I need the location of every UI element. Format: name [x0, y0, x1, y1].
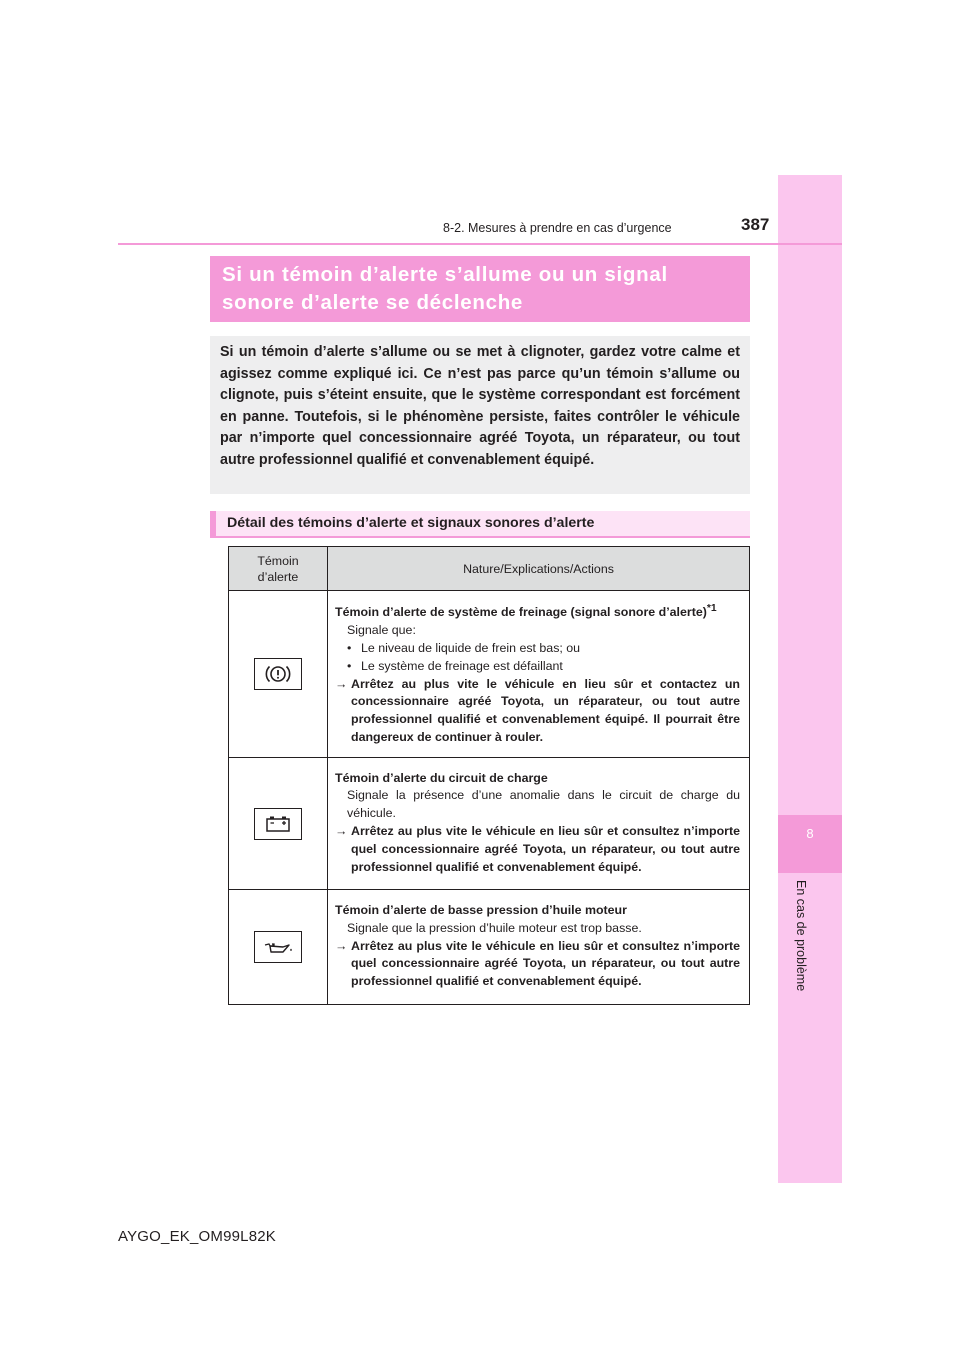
oil-pressure-icon	[254, 931, 302, 963]
light-action: → Arrêtez au plus vite le véhicule en lieu sûr et consultez n’importe quel concessionnaire agréé Toyota, un réparateur, ou tout autre professionnel qualifié et convenablement équipé.	[335, 823, 740, 876]
chapter-side-tab	[778, 175, 842, 1183]
header-divider	[118, 243, 842, 245]
intro-box	[210, 336, 750, 494]
description-cell	[328, 890, 750, 1005]
document-code: AYGO_EK_OM99L82K	[118, 1228, 277, 1245]
table-row	[229, 890, 750, 1005]
light-title: Témoin d’alerte du circuit de charge	[335, 770, 548, 785]
list-item: • Le système de freinage est défaillant	[347, 658, 563, 673]
light-title: Témoin d’alerte de système de freinage (signal sonore d’alerte)$^{*1}$	[335, 603, 717, 620]
intro-text: Si un témoin d’alerte s’allume ou se met à clignoter, gardez votre calme et agissez comme expliqué ici. Ce n’est pas parce qu’un témoin s’allume ou clignote, puis s’éteint ensuite, que le système correspondant est forcément en panne. Toutefois, si le phénomène persiste, faites contrôler le véhicule par n’importe quel concessionnaire agréé Toyota, un réparateur, ou tout autre professionnel qualifié et convenablement équipé.	[220, 344, 740, 468]
table-row	[229, 758, 750, 890]
chapter-label: En cas de problème	[794, 880, 808, 992]
sub-heading-text: Détail des témoins d’alerte et signaux sonores d’alerte	[227, 515, 595, 531]
arrow-icon: →	[335, 676, 348, 691]
chapter-number: 8	[806, 826, 814, 841]
table-header-row	[229, 547, 750, 591]
battery-charge-icon	[254, 808, 302, 840]
section-title: 8-2. Mesures à prendre en cas d’urgence	[443, 221, 672, 235]
banner-line-2: sonore d’alerte se déclenche	[222, 291, 524, 314]
light-action: → Arrêtez au plus vite le véhicule en lieu sûr et contactez un concessionnaire agréé Toyota, un réparateur, ou tout autre professionnel qualifié et convenablement équipé. Il pourrait être dangereux de continuer à rouler.	[335, 676, 740, 747]
icon-cell	[229, 890, 328, 1005]
brake-warning-icon	[254, 658, 302, 690]
icon-cell	[229, 591, 328, 758]
table-row	[229, 591, 750, 758]
list-item: • Le niveau de liquide de frein est bas; ou	[347, 640, 581, 655]
footnote-ref: *1	[706, 603, 717, 615]
light-action: → Arrêtez au plus vite le véhicule en lieu sûr et consultez n’importe quel concessionnaire agréé Toyota, un réparateur, ou tout autre professionnel qualifié et convenablement équipé.	[335, 938, 740, 991]
page-number: 387	[741, 215, 770, 234]
light-explanation: Signale la présence d’une anomalie dans le circuit de charge du véhicule.	[347, 788, 740, 821]
col-header-light: Témoin d’alerte	[229, 547, 328, 591]
icon-cell	[229, 758, 328, 890]
description-cell	[328, 758, 750, 890]
arrow-icon: →	[335, 824, 348, 838]
description-cell	[328, 591, 750, 758]
light-title: Témoin d’alerte de basse pression d’huile moteur	[335, 903, 627, 917]
chapter-number-block	[778, 815, 842, 873]
section-banner	[210, 256, 750, 322]
warning-lights-table	[228, 546, 750, 1005]
banner-line-1: Si un témoin d’alerte s’allume ou un signal	[222, 263, 668, 286]
light-explanation: Signale que la pression d’huile moteur est trop basse.	[347, 920, 642, 935]
arrow-icon: →	[335, 938, 348, 953]
light-explanation: Signale que:	[347, 623, 416, 638]
sub-heading	[210, 511, 750, 538]
col-header-nature: Nature/Explications/Actions	[328, 547, 750, 591]
